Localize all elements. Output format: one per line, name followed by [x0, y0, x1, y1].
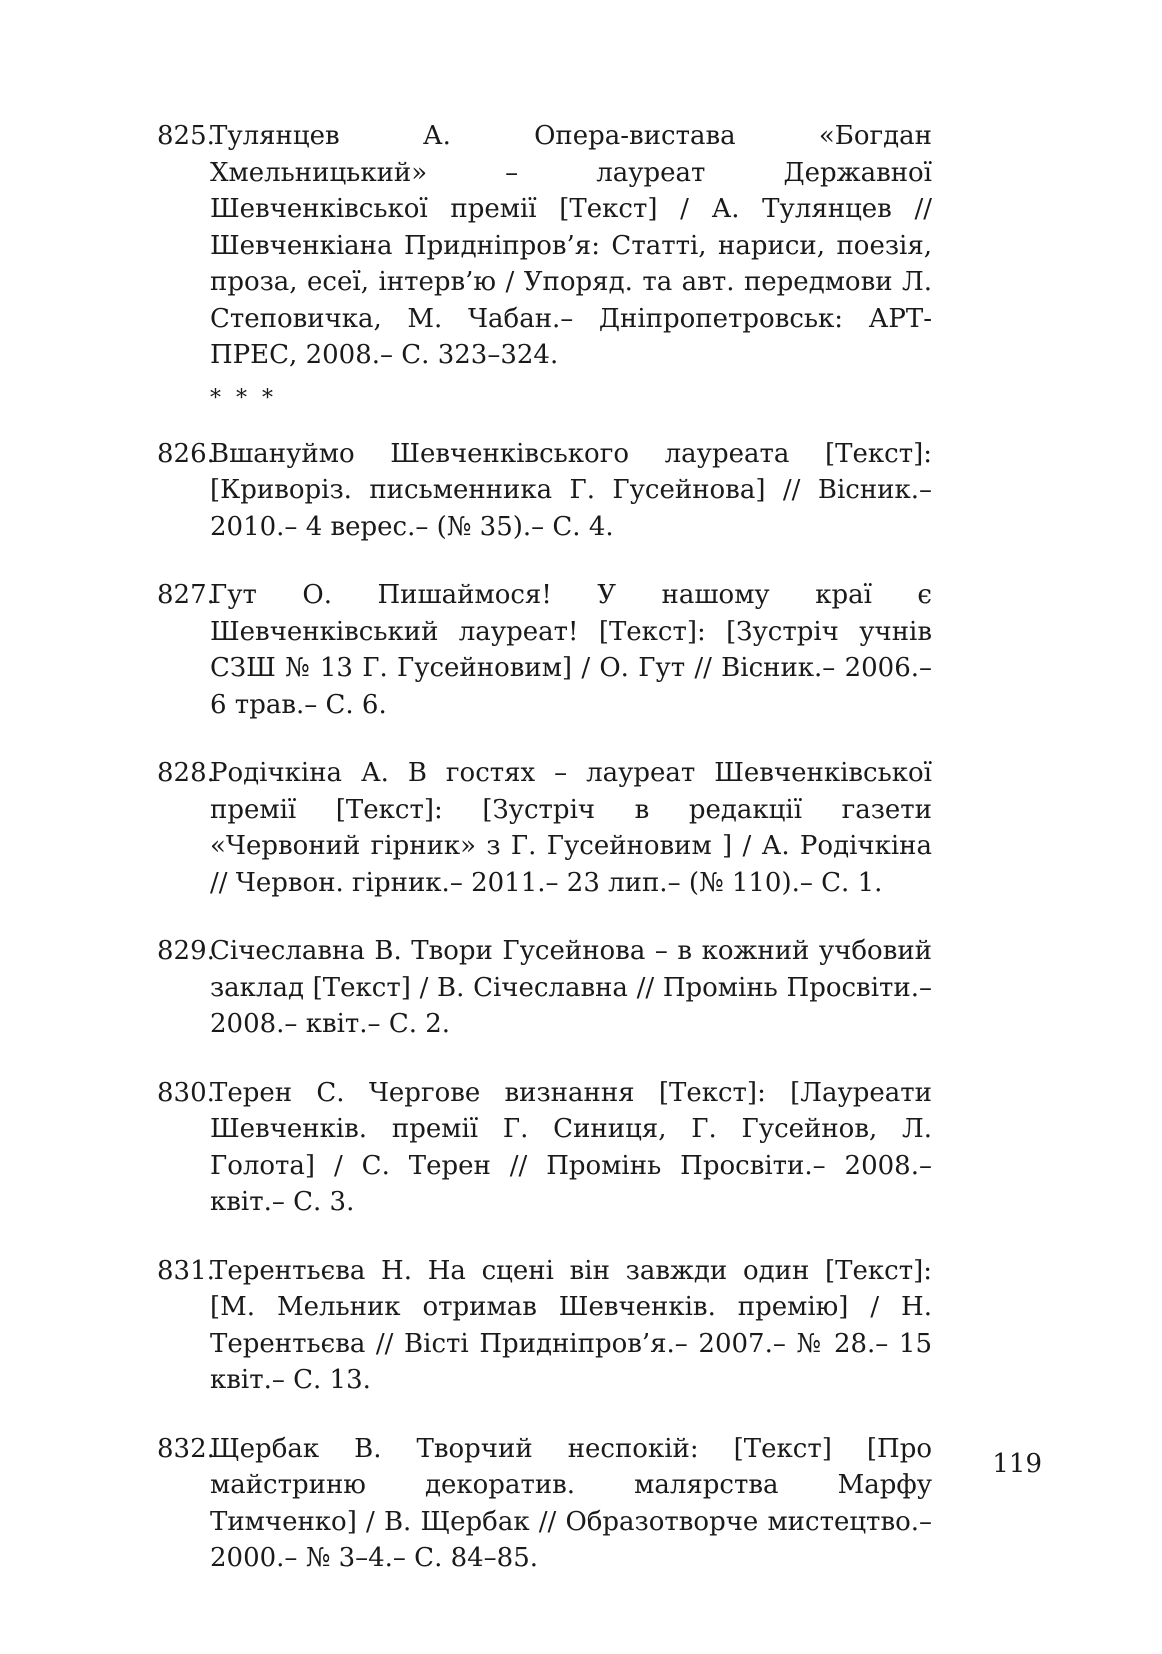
entry-number: 830. — [157, 1077, 215, 1108]
entry-text: Щербак В. Творчий неспокій: [Текст] [Про майстриню декоратив. малярства Марфу Тимченко] / В. Щербак // Образотворче мистецтво.– 2000.– № 3–4.– С. 84–85. — [210, 1433, 932, 1573]
entry-text: Терентьєва Н. На сцені він завжди один [Текст]: [М. Мельник отримав Шевченків. премію] / Н. Терентьєва // Вісті Придніпров’я.– 2007.– № 28.– 15 квіт.– С. 13. — [210, 1255, 932, 1395]
section-separator: * * * — [210, 385, 277, 411]
entry-number: 832. — [157, 1433, 215, 1464]
bibliography-entry — [157, 118, 932, 374]
entry-number: 828. — [157, 758, 215, 788]
entry-number: 826. — [157, 438, 215, 469]
entry-text: Вшануймо Шевченківського лауреата [Текст]: [Криворіз. письменника Г. Гусейнова] // Вісник.– 2010.– 4 верес.– (№ 35).– С. 4. — [210, 438, 932, 542]
entry-text: Тулянцев А. Опера-вистава «Богдан Хмельницький» – лауреат Державної Шевченківської премії [Текст] / А. Тулянцев // Шевченкіана Придніпров’я: Статті, нариси, поезія, проза, есеї, інтерв’ю / Упоряд. та авт. передмови Л. Степовичка, М. Чабан.– Дніпропетровськ: АРТ-ПРЕС, 2008.– С. 323–324. — [210, 121, 932, 370]
entry-number: 831. — [157, 1255, 215, 1286]
bibliography-entry — [157, 577, 932, 723]
entry-text: Січеславна В. Твори Гусейнова – в кожний учбовий заклад [Текст] / В. Січеславна // Промінь Просвіти.– 2008.– квіт.– С. 2. — [210, 936, 932, 1039]
entry-number: 827. — [157, 580, 215, 610]
entry-text: Терен С. Чергове визнання [Текст]: [Лауреати Шевченків. премії Г. Синиця, Г. Гусейнов, Л. Голота] / С. Терен // Промінь Просвіти.– 2008.– квіт.– С. 3. — [210, 1077, 932, 1217]
entry-text: Родічкіна А. В гостях – лауреат Шевченківської премії [Текст]: [Зустріч в редакції газети «Червоний гірник» з Г. Гусейновим ] / А. Родічкіна // Червон. гірник.– 2011.– 23 лип.– (№ 110).– С. 1. — [210, 758, 932, 898]
entry-number: 825. — [157, 121, 215, 151]
bibliography-entry — [157, 755, 932, 901]
page-number: 119 — [992, 1449, 1042, 1479]
bibliography-entry — [157, 933, 932, 1043]
entry-number: 829. — [157, 936, 215, 966]
bibliography-entry — [157, 436, 932, 546]
bibliography-entry — [157, 1431, 932, 1577]
bibliography-entry — [157, 1253, 932, 1399]
bibliography-entry — [157, 1075, 932, 1221]
entry-text: Гут О. Пишаймося! У нашому краї є Шевченківський лауреат! [Текст]: [Зустріч учнів СЗШ № 13 Г. Гусейновим] / О. Гут // Вісник.– 2006.– 6 трав.– С. 6. — [210, 580, 932, 720]
bibliography-list — [157, 118, 932, 1609]
